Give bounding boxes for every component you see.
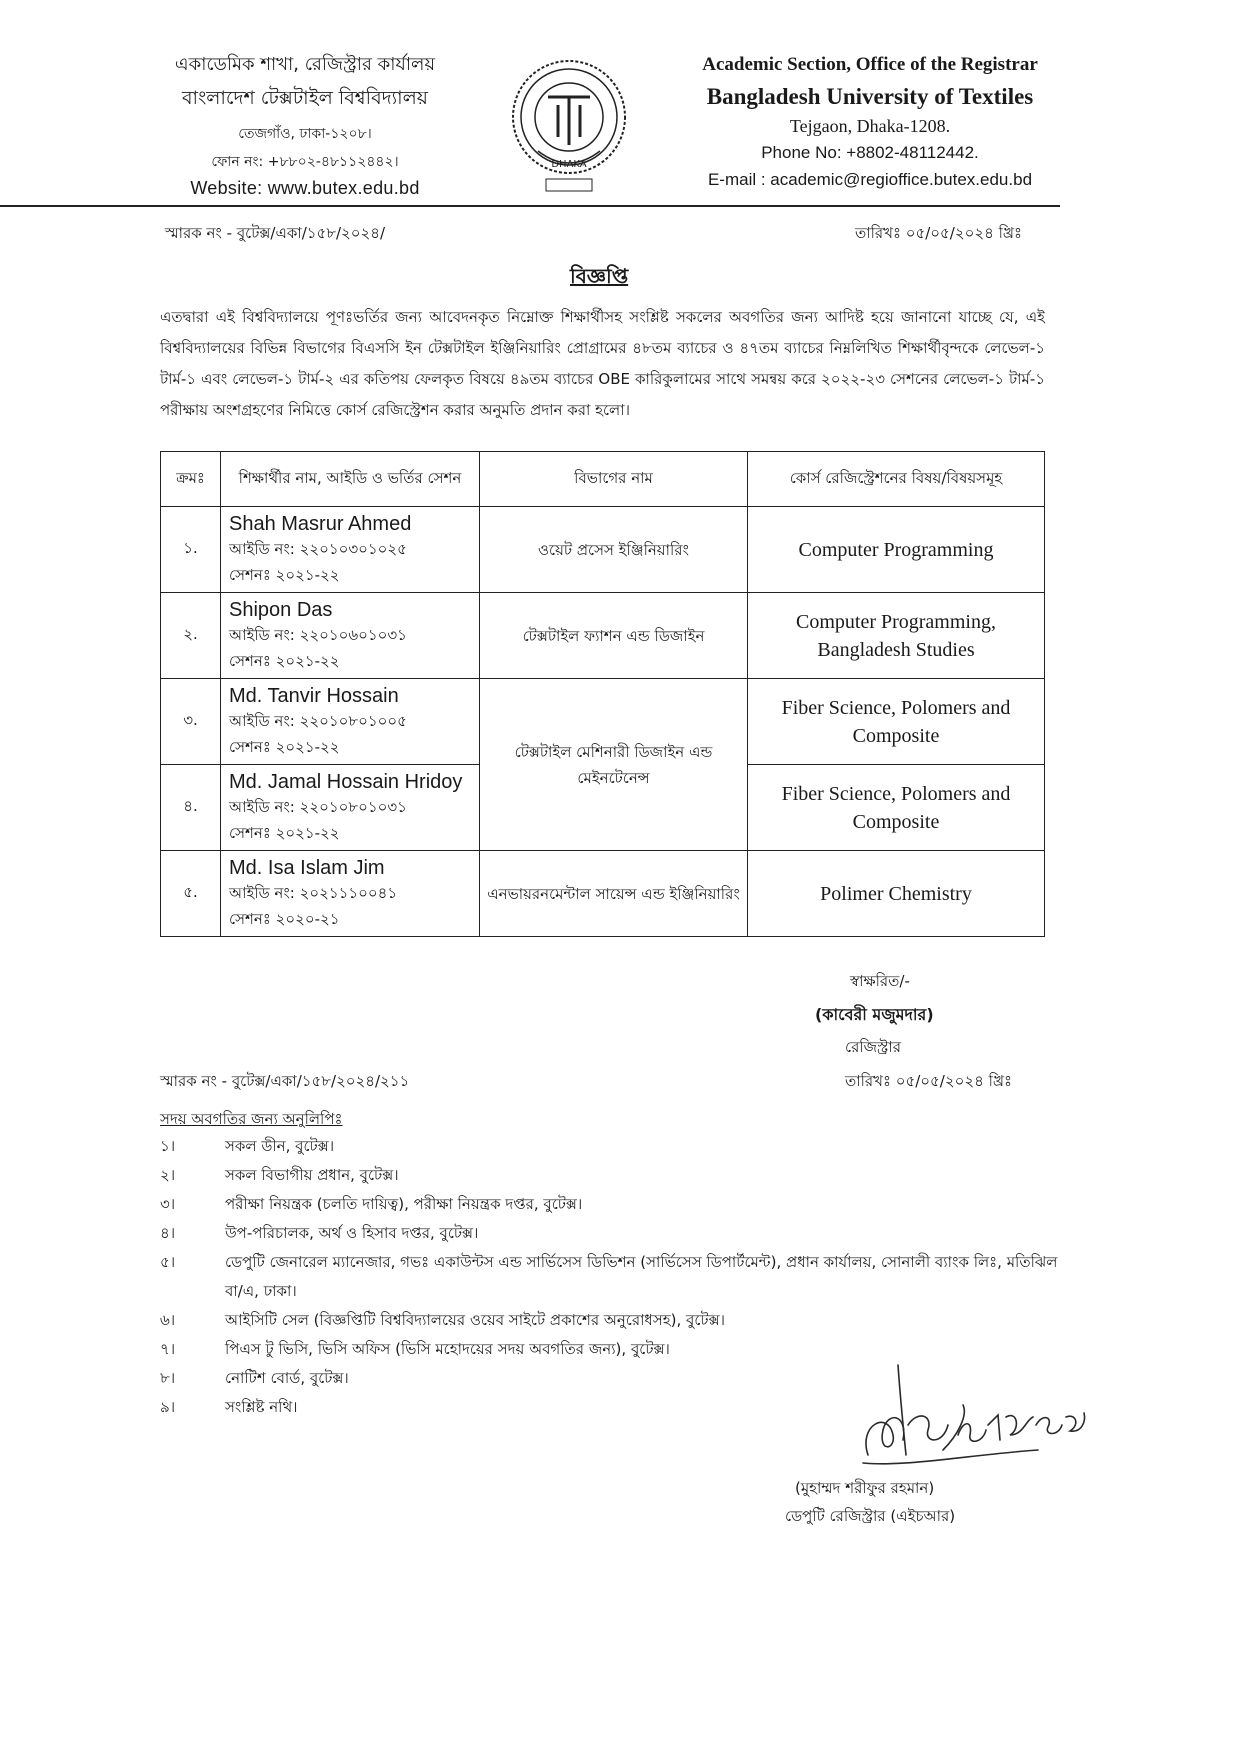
row-student [221,507,480,593]
row-courses: Fiber Science, Polomers and Composite [748,679,1045,765]
student-name: Shah Masrur Ahmed [229,512,412,535]
list-item [160,1219,1060,1248]
row-student [221,679,480,765]
list-item [160,1132,1060,1161]
row-student [221,593,480,679]
seal-text: DHAKA [551,159,587,170]
list-item-text: পরীক্ষা নিয়ন্ত্রক (চলতি দায়িত্ব), পরীক্ষা নিয়ন্ত্রক দপ্তর, বুটেক্স। [225,1195,583,1213]
list-item-text: ডেপুটি জেনারেল ম্যানেজার, গভঃ একাউন্টস এন্ড সার্ভিসেস ডিভিশন (সার্ভিসেস ডিপার্টমেন্ট), প্রধান কার্যালয়, সোনালী ব্যাংক লিঃ, মতিঝিল বা/এ, ঢাকা। [225,1253,1058,1300]
header-website: Website: www.butex.edu.bd [190,178,420,198]
row-serial: ৫. [161,851,221,937]
row-serial: ৩. [161,679,221,765]
student-id: আইডি নং: ২০২১১১০০৪১ [229,883,398,902]
student-id: আইডি নং: ২২০১০৮০১০৩১ [229,797,407,816]
student-name: Md. Tanvir Hossain [229,684,399,707]
header-department: বিভাগের নাম [480,452,748,507]
list-item-text: সকল বিভাগীয় প্রধান, বুটেক্স। [225,1166,399,1184]
students-table [160,451,1045,937]
date-2: তারিখঃ ০৫/০৫/২০২৪ খ্রিঃ [845,1072,1013,1090]
list-item-number: ৯। [160,1398,176,1416]
row-courses: Computer Programming, Bangladesh Studies [748,593,1045,679]
header-student: শিক্ষার্থীর নাম, আইডি ও ভর্তির সেশন [221,452,480,507]
table-row [161,593,1045,679]
student-session: সেশনঃ ২০২১-২২ [229,737,340,756]
list-item-number: ৮। [160,1369,176,1387]
list-item [160,1248,1060,1306]
list-item-text: পিএস টু ভিসি, ভিসি অফিস (ভিসি মহোদয়ের সদয় অবগতির জন্য), বুটেক্স। [225,1340,670,1358]
row-department: এনভায়রনমেন্টাল সায়েন্স এন্ড ইঞ্জিনিয়ারিং [480,851,748,937]
row-department: টেক্সটাইল মেশিনারী ডিজাইন এন্ড মেইনটেনেন্স [480,679,748,851]
student-id: আইডি নং: ২২০১০৮০১০০৫ [229,711,407,730]
student-name: Md. Jamal Hossain Hridoy [229,770,463,793]
list-item [160,1306,1060,1335]
notice-title: বিজ্ঞপ্তি [570,264,629,288]
list-item-number: ৪। [160,1224,176,1242]
student-id: আইডি নং: ২২০১০৩০১০২৫ [229,539,407,558]
row-courses: Computer Programming [748,507,1045,593]
university-seal-icon [508,55,630,195]
row-serial: ৪. [161,765,221,851]
row-courses: Polimer Chemistry [748,851,1045,937]
list-item-number: ৭। [160,1340,176,1358]
student-session: সেশনঃ ২০২১-২২ [229,823,340,842]
table-row [161,679,1045,765]
list-item-number: ৫। [160,1253,176,1271]
table-row [161,851,1045,937]
signed-label: স্বাক্ষরিত/- [850,972,910,990]
header-en-phone: Phone No: +8802-48112442. [761,143,979,162]
list-item [160,1161,1060,1190]
list-item [160,1190,1060,1219]
header-courses: কোর্স রেজিস্ট্রেশনের বিষয়/বিষয়সমূহ [748,452,1045,507]
list-item-text: আইসিটি সেল (বিজ্ঞপ্তিটি বিশ্ববিদ্যালয়ের ওয়েব সাইটে প্রকাশের অনুরোধসহ), বুটেক্স। [225,1311,725,1329]
header-bn-address: তেজগাঁও, ঢাকা-১২০৮। [238,126,372,142]
row-student [221,765,480,851]
row-serial: ১. [161,507,221,593]
header-en-address: Tejgaon, Dhaka-1208. [789,116,951,136]
cc-title: সদয় অবগতির জন্য অনুলিপিঃ [160,1110,343,1128]
student-session: সেশনঃ ২০২০-২১ [229,909,340,928]
row-department: ওয়েট প্রসেস ইঞ্জিনিয়ারিং [480,507,748,593]
row-department: টেক্সটাইল ফ্যাশন এন্ড ডিজাইন [480,593,748,679]
list-item-text: উপ-পরিচালক, অর্থ ও হিসাব দপ্তর, বুটেক্স। [225,1224,479,1242]
notice-body: এতদ্বারা এই বিশ্ববিদ্যালয়ে পূণঃভর্তির জন্য আবেদনকৃত নিম্নোক্ত শিক্ষার্থীসহ সংশ্লিষ্ট সকলের অবগতির জন্য আদিষ্ট হয়ে জানানো যাচ্ছে যে, এই বিশ্ববিদ্যালয়ের বিভিন্ন বিভাগের বিএসসি ইন টেক্সটাইল ইঞ্জিনিয়ারিং প্রোগ্রামের ৪৮তম ব্যাচের ও ৪৭তম ব্যাচের নিম্নলিখিত শিক্ষার্থীবৃন্দকে লেভেল-১ টার্ম-১ এবং লেভেল-১ টার্ম-২ এর কতিপয় ফেলকৃত বিষয়ে ৪৯তম ব্যাচের OBE কারিকুলামের সাথে সমন্বয় করে ২০২২-২৩ সেশনের লেভেল-১ টার্ম-১ পরীক্ষায় অংশগ্রহণের নিমিত্তে কোর্স রেজিস্ট্রেশন করার অনুমতি প্রদান করা হলো। [160,308,1045,419]
header-en-university: Bangladesh University of Textiles [706,84,1034,109]
header-bn-section: একাডেমিক শাখা, রেজিস্ট্রার কার্যালয় [174,54,436,75]
table-row [161,507,1045,593]
memo-number: স্মারক নং - বুটেক্স/একা/১৫৮/২০২৪/ [165,224,386,242]
student-name: Shipon Das [229,598,333,621]
list-item-text: নোটিশ বোর্ড, বুটেক্স। [225,1369,349,1387]
memo-number-2: স্মারক নং - বুটেক্স/একা/১৫৮/২০২৪/২১১ [160,1072,410,1090]
list-item-text: সকল ডীন, বুটেক্স। [225,1137,335,1155]
registrar-title: রেজিস্ট্রার [845,1038,902,1056]
notice-date: তারিখঃ ০৫/০৫/২০২৪ খ্রিঃ [855,224,1023,242]
student-session: সেশনঃ ২০২১-২২ [229,651,340,670]
header-bn-phone: ফোন নং: +৮৮০২-৪৮১১২৪৪২। [211,154,399,170]
deputy-registrar-title: ডেপুটি রেজিস্ট্রার (এইচআর) [785,1507,956,1525]
list-item-number: ৬। [160,1311,176,1329]
row-student [221,851,480,937]
header-divider [0,205,1060,207]
handwritten-signature [848,1355,1098,1475]
list-item-number: ২। [160,1166,176,1184]
student-id: আইডি নং: ২২০১০৬০১০৩১ [229,625,407,644]
row-courses: Fiber Science, Polomers and Composite [748,765,1045,851]
list-item-text: সংশ্লিষ্ট নথি। [225,1398,298,1416]
row-serial: ২. [161,593,221,679]
header-en-section: Academic Section, Office of the Registrar [702,54,1038,75]
table-header-row [161,452,1045,507]
deputy-registrar-name: (মুহাম্মদ শরীফুর রহমান) [795,1479,935,1497]
registrar-name: (কাবেরী মজুমদার) [815,1005,934,1024]
header-serial: ক্রমঃ [161,452,221,507]
header-bn-university: বাংলাদেশ টেক্সটাইল বিশ্ববিদ্যালয় [181,87,428,109]
header-en-email: E-mail : academic@regioffice.butex.edu.bd [707,170,1033,189]
list-item-number: ১। [160,1137,176,1155]
list-item-number: ৩। [160,1195,176,1213]
student-session: সেশনঃ ২০২১-২২ [229,565,340,584]
student-name: Md. Isa Islam Jim [229,856,385,879]
